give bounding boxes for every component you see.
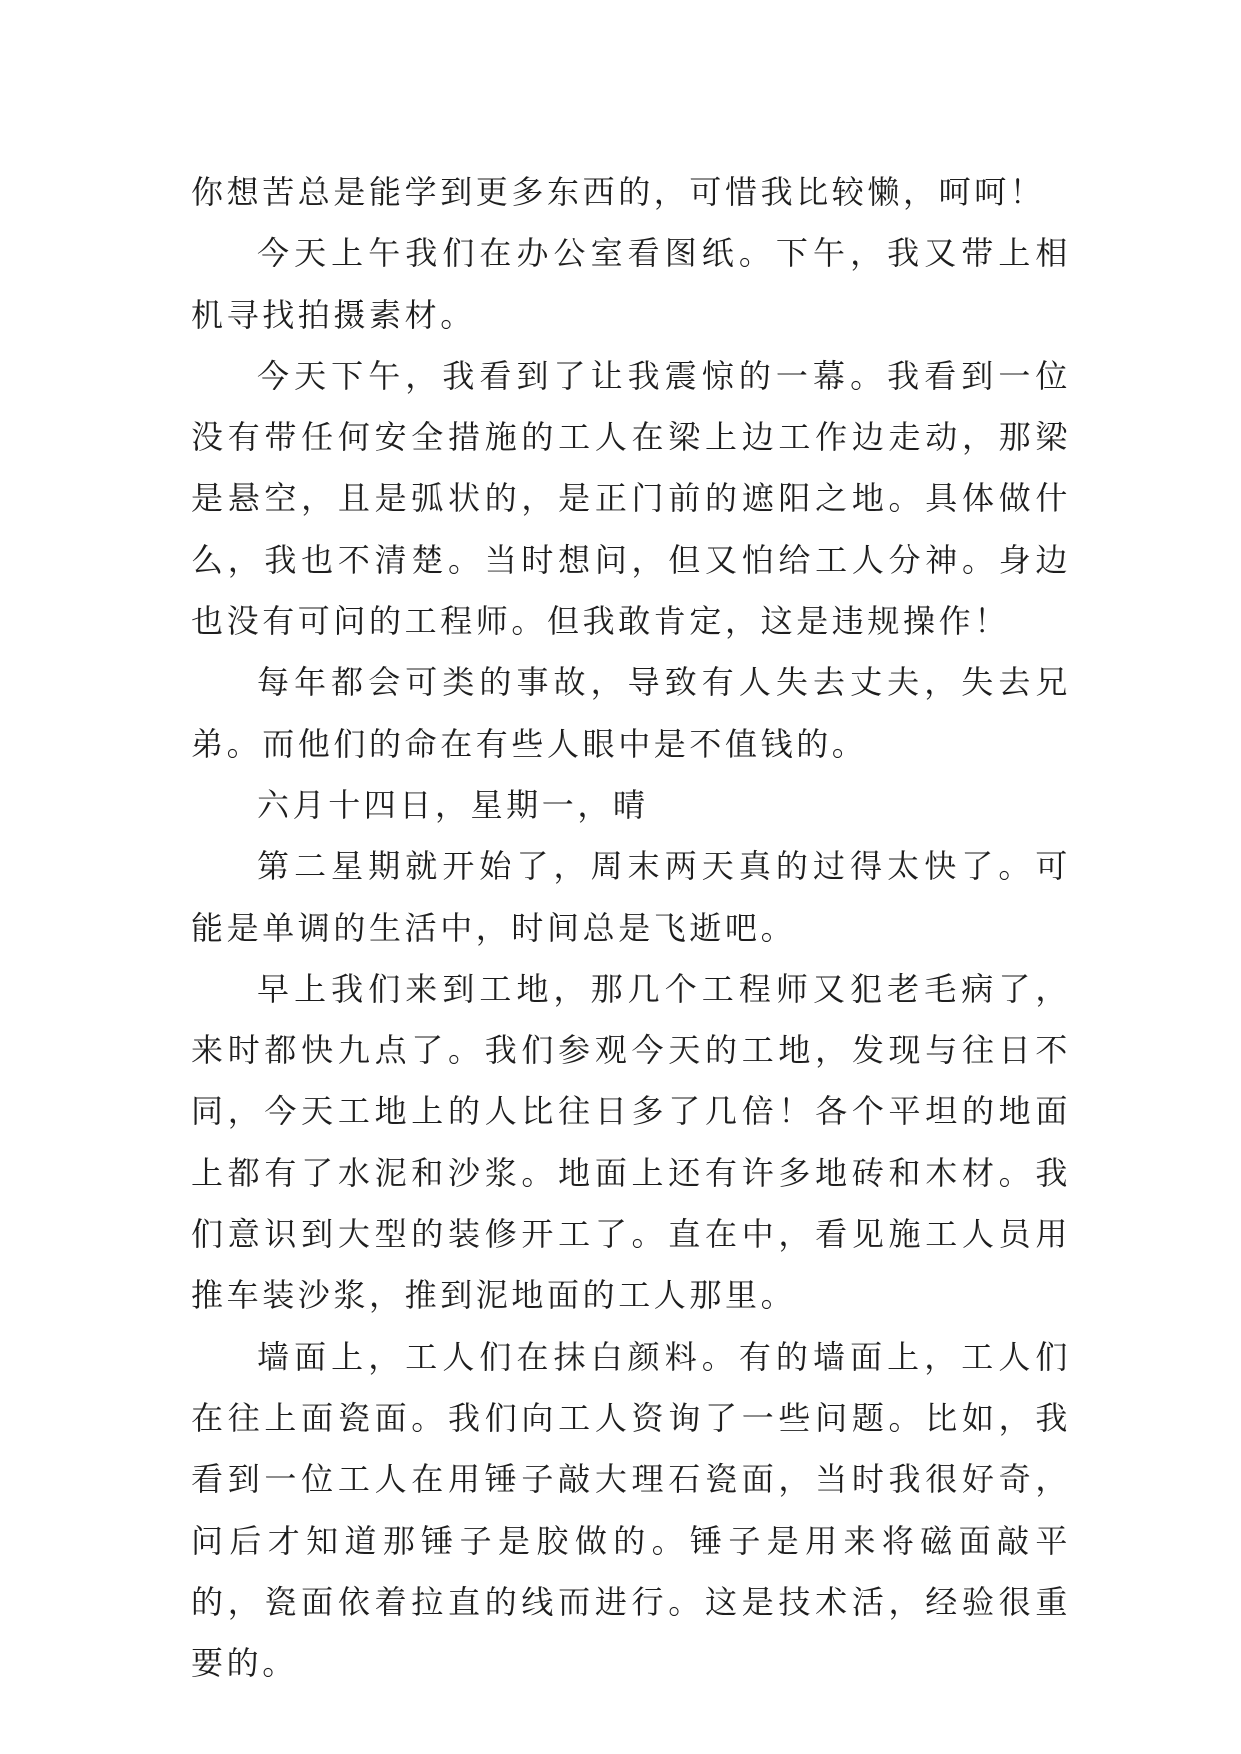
paragraph-7: 早上我们来到工地，那几个工程师又犯老毛病了，来时都快九点了。我们参观今天的工地，发现与往日不同，今天工地上的人比往日多了几倍！各个平坦的地面上都有了水泥和沙浆。地面上还有许多地砖和木材。我们意识到大型的装修开工了。直在中，看见施工人员用推车装沙浆，推到泥地面的工人那里。 xyxy=(191,969,1071,1315)
paragraph-6: 第二星期就开始了，周末两天真的过得太快了。可能是单调的生活中，时间总是飞逝吧。 xyxy=(191,847,1071,947)
paragraph-3: 今天下午，我看到了让我震惊的一幕。我看到一位没有带任何安全措施的工人在梁上边工作边走动，那梁是悬空，且是弧状的，是正门前的遮阳之地。具体做什么，我也不清楚。当时想问，但又怕给工人分神。身边也没有可问的工程师。但我敢肯定，这是违规操作！ xyxy=(191,356,1071,641)
paragraph-2: 今天上午我们在办公室看图纸。下午，我又带上相机寻找拍摄素材。 xyxy=(191,234,1071,334)
document-body xyxy=(191,162,1071,1694)
paragraph-4: 每年都会可类的事故，导致有人失去丈夫，失去兄弟。而他们的命在有些人眼中是不值钱的。 xyxy=(191,663,1071,763)
paragraph-1: 你想苦总是能学到更多东西的，可惜我比较懒，呵呵！ xyxy=(191,173,1046,211)
date-line: 六月十四日，星期一，晴 xyxy=(257,785,649,824)
paragraph-8: 墙面上，工人们在抹白颜料。有的墙面上，工人们在往上面瓷面。我们向工人资询了一些问题。比如，我看到一位工人在用锤子敲大理石瓷面，当时我很好奇，问后才知道那锤子是胶做的。锤子是用来将磁面敲平的，瓷面依着拉直的线而进行。这是技术活，经验很重要的。 xyxy=(191,1337,1071,1683)
